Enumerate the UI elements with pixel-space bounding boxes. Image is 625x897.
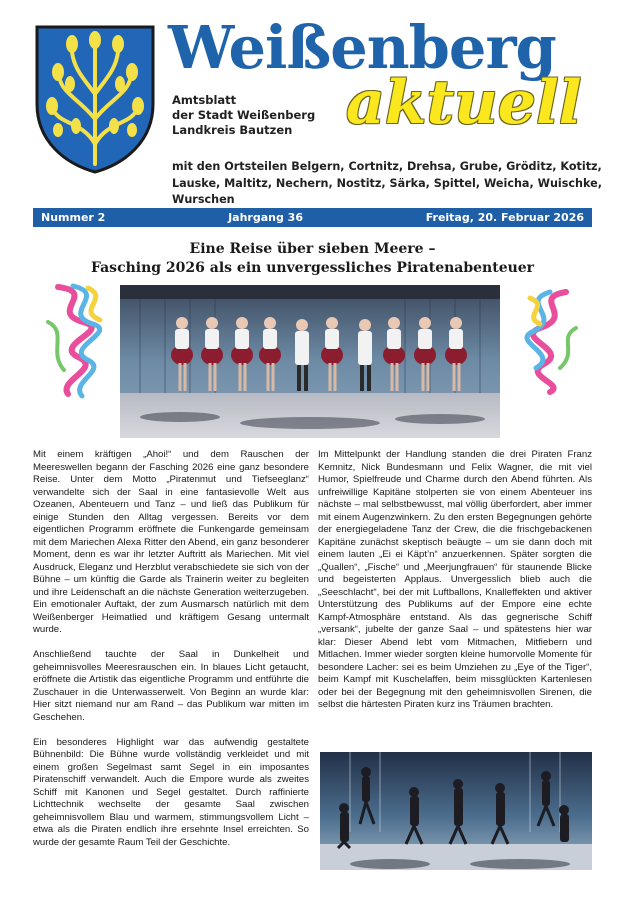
issue-number: Nummer 2 [41,211,106,224]
issue-info-bar [33,208,592,227]
article-paragraph: Mit einem kräftigen „Ahoi!“ und dem Rauschen der Meereswellen begann der Fasching 2026 eine ganz besondere Reise. Unter dem Motto „Piratenmut und Tiefseeglanz“ verwandelte sich der Saal in eine fantasievolle Welt aus Ozeanen, Abenteuern und Tanz – und ließ das Publikum für einige Stunden den Alltag vergessen. Bereits vor dem eigentlichen Programm eröffnete die Funkengarde gemeinsam mit dem Mariechen Alexa Ritter den Abend, ein ganz besonderer Moment, denn es war ihr letzter Auftritt als Mariechen. Mit viel Ausdruck, Eleganz und Herzblut verabschiedete sie sich von der Bühne – um künftig die Garde als Trainerin weiter zu begleiten und ihre Leidenschaft an die nächste Generation weiterzugeben. Ein emotionaler Auftakt, der zum Ausmarsch natürlich mit dem Weißenberger Heimatlied und kräftigem Gesang untermalt wurde. [33,449,309,635]
dance-group-photo [120,285,500,438]
coat-of-arms-icon [34,24,156,174]
publication-info [172,93,342,138]
publication-line: Amtsblatt [172,93,237,107]
publication-line: Landkreis Bautzen [172,123,293,137]
acrobatics-photo [320,752,592,870]
newspaper-title: Weißenberg [168,13,556,82]
newspaper-subtitle: aktuell [346,68,582,138]
article-column-right [318,449,592,712]
article-paragraph: Ein besonderes Highlight war das aufwendig gestaltete Bühnenbild: Die Bühne wurde vollständig verkleidet und mit einem großen Segelmast samt Segel in ein imposantes Piratenschiff verwandelt. Auch die Empore wurde als zweites Schiff mit Kanonen und Segel gestaltet. Durch raffinierte Lichttechnik wechselte der gesamte Saal zwischen geheimnisvollem Blau und warmem, stimmungsvollem Licht – etwa als die Piraten endlich ihre ersehnte Insel erreichten. So wurde der gesamte Raum Teil der Geschichte. [33,736,309,848]
streamer-icon [510,288,586,396]
publication-line: der Stadt Weißenberg [172,108,316,122]
issue-volume: Jahrgang 36 [228,211,303,224]
article-column-left [33,449,309,849]
headline-line: Fasching 2026 als ein unvergessliches Piratenabenteuer [90,260,535,276]
streamer-icon [38,282,114,400]
issue-date: Freitag, 20. Februar 2026 [425,211,584,224]
article-headline [33,240,592,278]
headline-line: Eine Reise über sieben Meere – [189,241,436,257]
districts-line: mit den Ortsteilen Belgern, Cortnitz, Drehsa, Grube, Gröditz, Kotitz, Lauske, Maltitz, Nechern, Nostitz, Särka, Spittel, Weicha, Wuischke, Wurschen [172,160,602,206]
article-paragraph: Im Mittelpunkt der Handlung standen die drei Piraten Franz Kemnitz, Nick Bundesmann und Felix Wagner, die mit viel Humor, Spielfreude und Charme durch den Abend führten. Als unfreiwillige Kapitäne stolperten sie von einem Abenteuer ins nächste – mal selbstbewusst, mal völlig überfordert, aber immer mit einem Augenzwinkern. Zu den ersten Begegnungen gehörte der energiegeladene Tanz der Crew, die die frischgebackenen Kapitäne zunächst skeptisch beäugte – um sie dann doch mit einem lauten „Ei ei Käpt’n“ anzuerkennen. Später sorgten die „Quallen“, „Fische“ und „Meerjungfrauen“ für staunende Blicke und begeisterten Applaus. Unvergesslich blieb auch die „Seeschlacht“, bei der mit Luftballons, Knalleffekten und aktiver Unterstützung des Publikums auf der Empore eine echte Kampf-Atmosphäre entstand. Als das gegnerische Schiff „versank“, jubelte der ganze Saal – und spätestens hier war klar: Dieser Abend lebt vom Mitmachen, Mitfiebern und Mitlachen. Immer wieder sorgten kleine humorvolle Momente für besondere Lacher: sei es beim Umziehen zu „Eye of the Tiger“, beim Kampf mit Kuschelaffen, beim missglückten Kartenlesen oder bei der Begegnung mit den geheimnisvollen Sirenen, die selbst die härtesten Piraten kurz ins Träumen brachten. [318,449,592,710]
article-paragraph: Anschließend tauchte der Saal in Dunkelheit und geheimnisvolles Meeresrauschen ein. In blaues Licht getaucht, eröffnete die Artistik das eigentliche Programm und entführte die Zuschauer in die Unterwasserwelt. Von Beginn an wurde klar: Hier sitzt niemand nur am Rand – das Publikum war mitten im Geschehen. [33,649,309,723]
